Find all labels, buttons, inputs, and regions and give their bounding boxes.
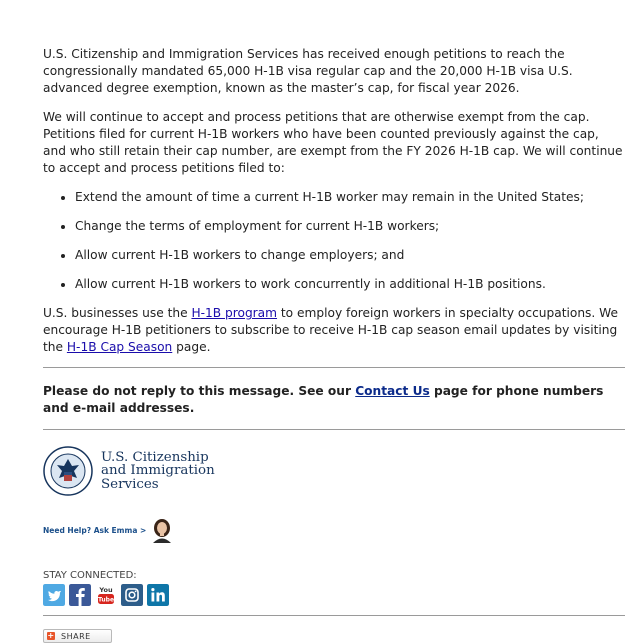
h1b-cap-season-link[interactable]: H-1B Cap Season — [66, 340, 173, 354]
linkedin-icon[interactable] — [147, 584, 169, 606]
share-plus-icon: + — [47, 631, 55, 640]
notice-text: Please do not reply to this message. See our — [43, 384, 356, 398]
list-item: • Allow current H-1B workers to work concurrently in additional H-1B positions. — [75, 276, 625, 293]
share-button[interactable] — [43, 629, 112, 643]
do-not-reply-notice — [43, 383, 625, 417]
ask-emma-link[interactable] — [43, 516, 625, 544]
cap-reached-paragraph: U.S. Citizenship and Immigration Services has received enough petitions to reach the congressionally mandated 65,000 H-1B visa regular cap and the 20,000 H-1B visa U.S. advanced degree exemption, known as the master’s cap, for fiscal year 2026. — [43, 47, 573, 95]
h1b-program-paragraph — [43, 305, 625, 356]
exempt-petitions-list — [43, 189, 625, 293]
svg-text:Tube: Tube — [97, 596, 115, 604]
agency-name-line: U.S. Citizenship — [101, 449, 209, 465]
paragraph-text: page. — [172, 340, 211, 354]
list-item: • Allow current H-1B workers to change employers; and — [75, 247, 625, 264]
youtube-icon[interactable] — [95, 584, 117, 606]
facebook-icon[interactable] — [69, 584, 91, 606]
agency-name — [101, 451, 215, 492]
notice-text: page for phone numbers and e-mail addresses. — [43, 384, 604, 415]
divider — [43, 367, 625, 368]
agency-name-line: Services — [101, 476, 159, 492]
twitter-icon[interactable] — [43, 584, 65, 606]
email-body — [43, 46, 625, 643]
emma-avatar — [150, 517, 174, 543]
agency-name-line: and Immigration — [101, 463, 215, 479]
exempt-petitions-paragraph: We will continue to accept and process petitions that are otherwise exempt from the cap. Petitions filed for current H-1B workers who have been counted previously against the cap, and who still retain their cap number, are exempt from the FY 2026 H-1B cap. We will continue to accept and process petitions filed to: — [43, 110, 623, 175]
stay-connected-label: STAY CONNECTED: — [43, 570, 137, 581]
dhs-seal-icon — [43, 446, 93, 496]
svg-text:You: You — [99, 586, 113, 594]
list-item: • Change the terms of employment for current H-1B workers; — [75, 218, 625, 235]
list-item: • Extend the amount of time a current H-1B worker may remain in the United States; — [75, 189, 625, 206]
instagram-icon[interactable] — [121, 584, 143, 606]
uscis-logo[interactable] — [43, 444, 625, 498]
social-links — [43, 584, 625, 606]
ask-emma-text: Need Help? Ask Emma > — [43, 525, 147, 535]
share-label: SHARE — [61, 631, 91, 641]
paragraph-text: to employ foreign workers in specialty occupations. We encourage H-1B petitioners to subscribe to receive H-1B cap season email updates by visiting the — [43, 306, 618, 354]
divider — [43, 615, 625, 616]
paragraph-text: U.S. businesses use the — [43, 306, 192, 320]
h1b-program-link[interactable]: H-1B program — [191, 306, 278, 320]
contact-us-link[interactable]: Contact Us — [355, 384, 430, 398]
divider — [43, 429, 625, 430]
